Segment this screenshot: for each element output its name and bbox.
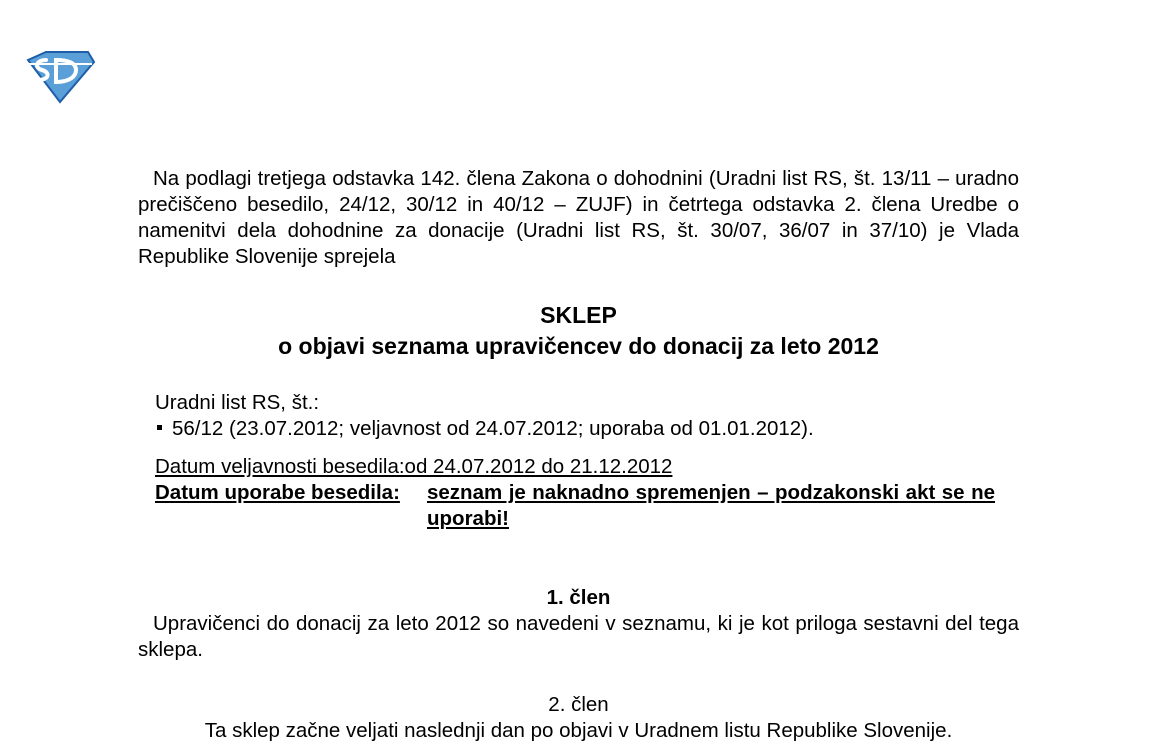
intro-text: Na podlagi tretjega odstavka 142. člena Zakona o dohodnini (Uradni list RS, št. 13/11 – uradno prečiščeno besedilo, 24/12, 30/12 in 40/12 – ZUJF) in četrtega odstavka 2. člena Uredbe o namenitvi dela dohodnine za donacije (Uradni list RS, št. 30/07, 36/07 in 37/10) je Vlada Republike Slovenije sprejela (138, 167, 1019, 268)
article-2-heading: 2. člen (548, 693, 609, 716)
document-title: SKLEP (540, 302, 617, 328)
validity-date: Datum veljavnosti besedila:od 24.07.2012 do 21.12.2012 (155, 455, 673, 478)
logo (22, 50, 96, 104)
article-1-body: Upravičenci do donacij za leto 2012 so navedeni v seznamu, ki je kot priloga sestavni del tega sklepa. (138, 612, 1019, 661)
usage-date-label: Datum uporabe besedila: (155, 481, 400, 504)
document-subtitle: o objavi seznama upravičencev do donacij za leto 2012 (278, 333, 879, 359)
article-1-text (138, 611, 1019, 663)
gazette-item-text: 56/12 (23.07.2012; veljavnost od 24.07.2012; uporaba od 01.01.2012). (172, 417, 814, 440)
sd-logo-icon (22, 50, 96, 104)
article-2-text: Ta sklep začne veljati naslednji dan po objavi v Uradnem listu Republike Slovenije. (204, 719, 953, 742)
usage-date-value: seznam je naknadno spremenjen – podzakonski akt se ne uporabi! (427, 481, 995, 530)
article-1-heading: 1. člen (546, 586, 611, 609)
bullet-icon (157, 425, 162, 430)
intro-paragraph (138, 166, 1019, 270)
gazette-label: Uradni list RS, št.: (155, 391, 320, 414)
gazette-item (155, 416, 814, 442)
